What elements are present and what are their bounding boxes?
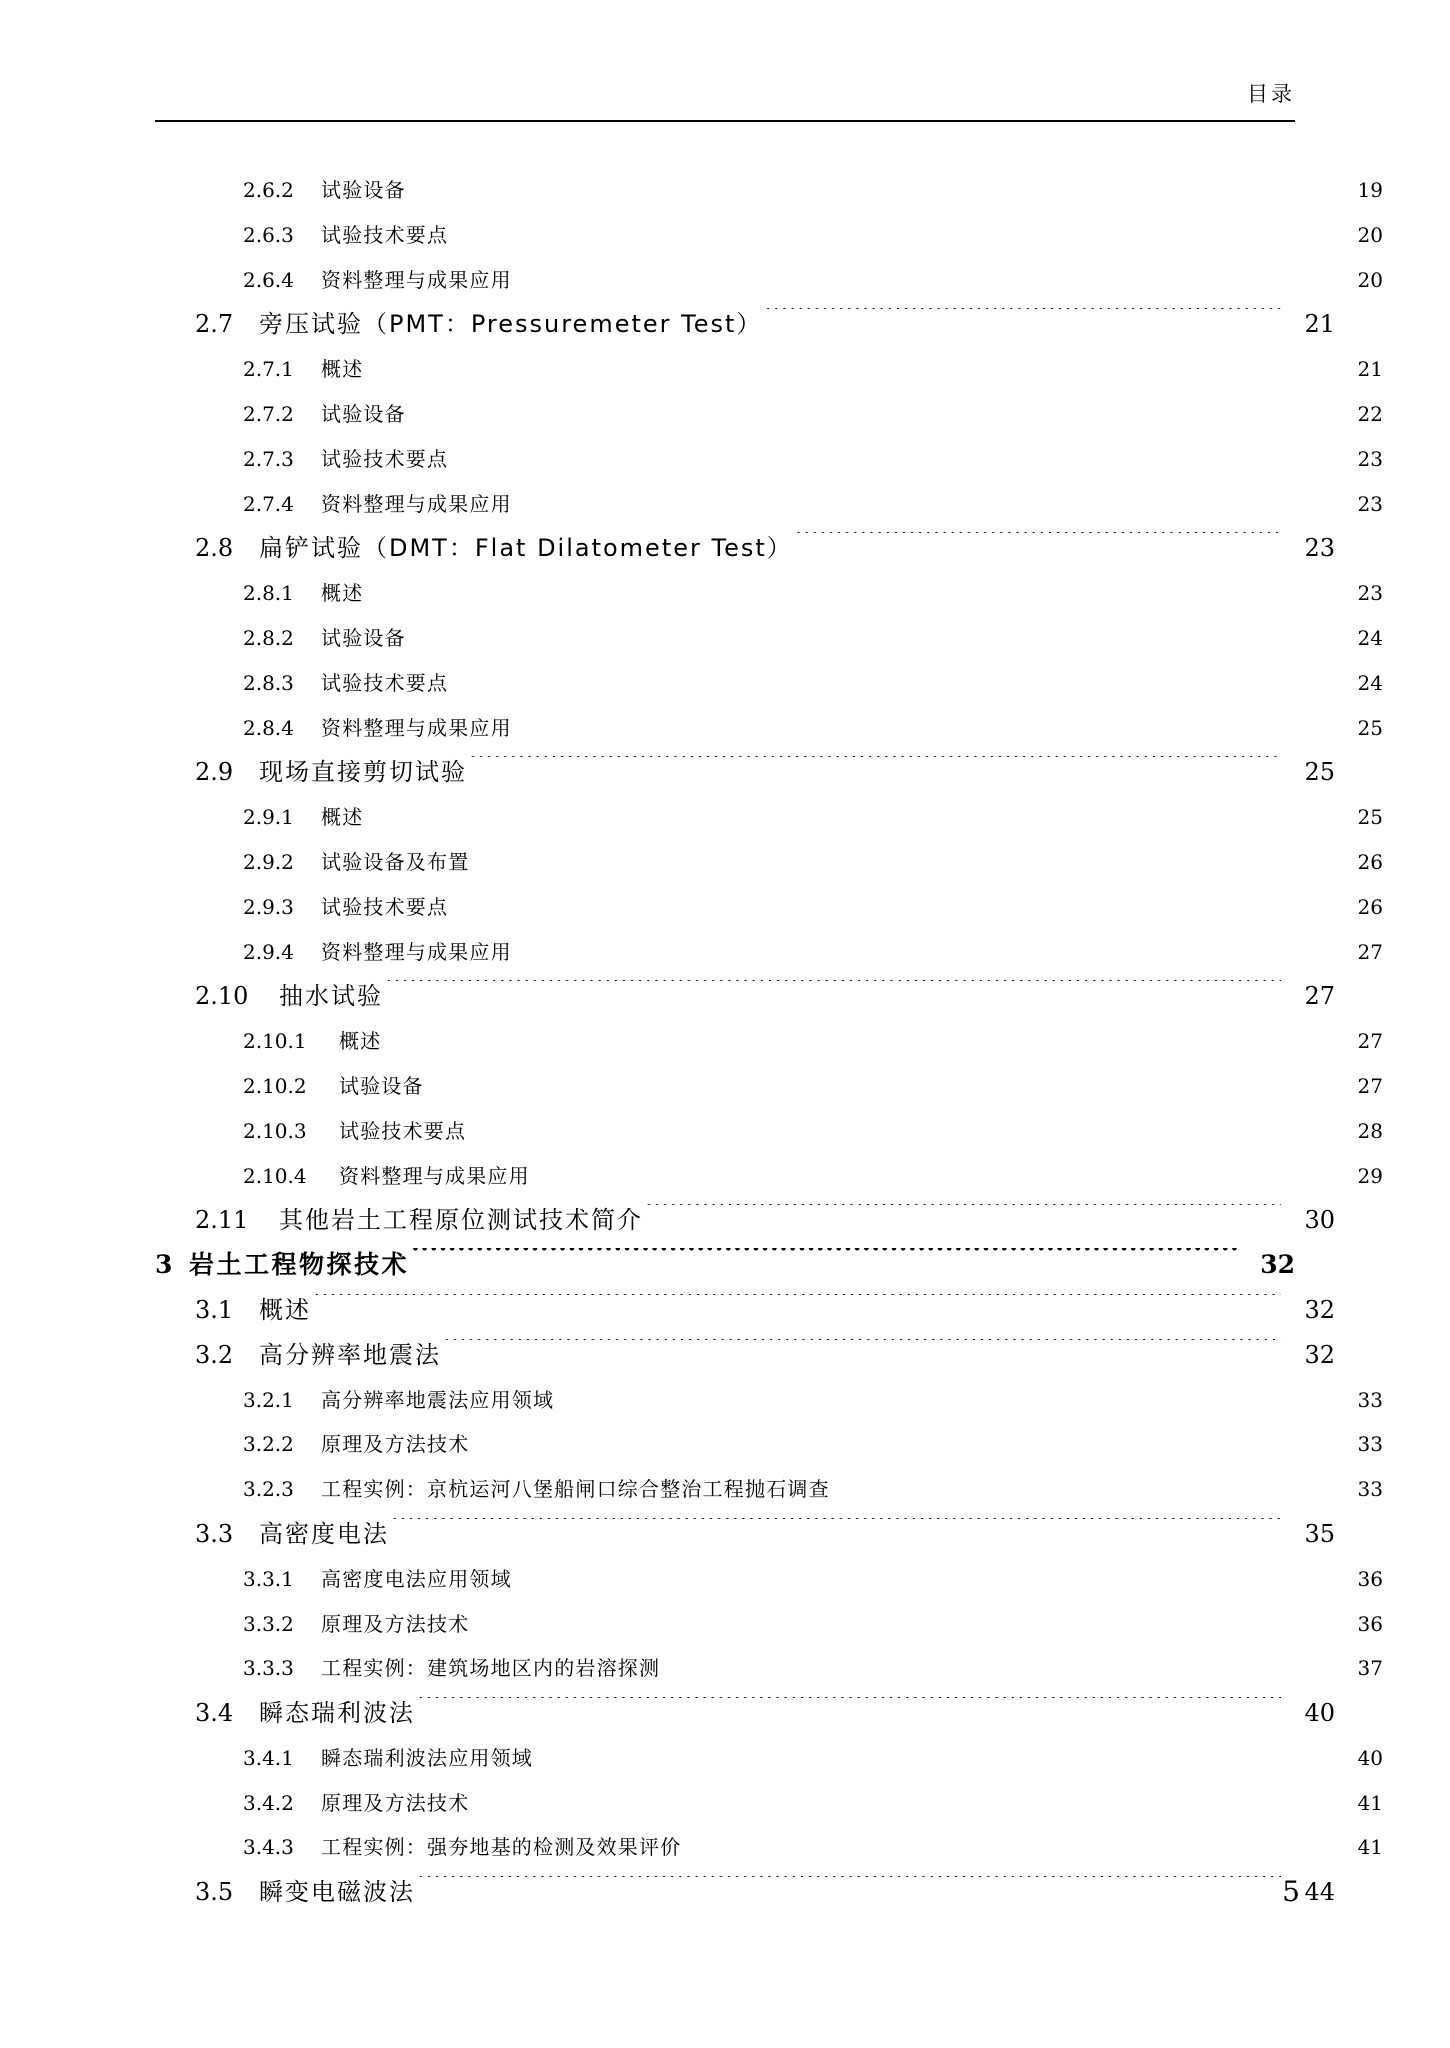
toc-entry-title: 旁压试验（PMT：Pressuremeter Test） [259, 310, 763, 339]
toc-entry[interactable] [155, 1064, 1383, 1109]
toc-entry-number: 3.2.1 [243, 1387, 294, 1412]
toc-dot-leader [313, 1294, 1281, 1318]
toc-dot-leader [535, 1745, 1329, 1765]
toc-entry[interactable] [155, 1378, 1383, 1423]
toc-entry-number: 3.2.2 [243, 1432, 294, 1457]
toc-entry-title: 瞬变电磁波法 [259, 1878, 415, 1907]
toc-dot-leader [426, 1073, 1329, 1093]
toc-entry-number: 2.8.2 [243, 625, 294, 650]
toc-entry[interactable] [155, 571, 1383, 616]
toc-entry[interactable] [155, 302, 1335, 347]
toc-entry-number: 2.7.4 [243, 491, 294, 516]
toc-entry[interactable] [155, 392, 1383, 437]
toc-entry-title: 现场直接剪切试验 [259, 758, 467, 787]
toc-entry-title: 试验设备 [321, 625, 406, 650]
toc-entry-number: 2.9.1 [243, 805, 294, 830]
toc-dot-leader [662, 1655, 1329, 1675]
toc-entry[interactable] [155, 1736, 1383, 1781]
toc-entry-number: 2.6.4 [243, 267, 294, 292]
toc-entry-page: 33 [1357, 1387, 1383, 1412]
toc-entry-page: 23 [1304, 534, 1335, 563]
toc-dot-leader [471, 1790, 1329, 1810]
toc-entry-title: 试验技术要点 [321, 894, 449, 919]
toc-dot-leader [468, 1118, 1329, 1138]
toc-dot-leader [443, 1339, 1281, 1363]
toc-dot-leader [764, 308, 1281, 332]
toc-entry-title: 试验技术要点 [339, 1118, 467, 1143]
toc-entry-page: 21 [1357, 357, 1383, 382]
toc-entry-number: 2.10.4 [243, 1163, 307, 1188]
toc-dot-leader [385, 980, 1281, 1004]
toc-dot-leader [417, 1697, 1281, 1721]
toc-entry-page: 36 [1357, 1566, 1383, 1591]
toc-entry-title: 岩土工程物探技术 [189, 1250, 410, 1280]
toc-dot-leader [450, 222, 1329, 242]
toc-entry[interactable] [155, 1198, 1335, 1243]
toc-entry-page: 20 [1357, 267, 1383, 292]
toc-entry[interactable] [155, 974, 1335, 1019]
toc-dot-leader [832, 1476, 1329, 1496]
toc-entry[interactable] [155, 213, 1383, 258]
toc-dot-leader [383, 1028, 1329, 1048]
toc-entry-number: 2.7.2 [243, 401, 294, 426]
toc-entry-title: 工程实例：强夯地基的检测及效果评价 [321, 1835, 682, 1860]
toc-entry[interactable] [155, 750, 1335, 795]
toc-dot-leader [683, 1834, 1329, 1854]
toc-entry-title: 试验技术要点 [321, 446, 449, 471]
toc-entry[interactable] [155, 258, 1383, 303]
toc-dot-leader [471, 1611, 1329, 1631]
toc-entry-title: 工程实例：建筑场地区内的岩溶探测 [321, 1656, 661, 1681]
toc-dot-leader [391, 1518, 1281, 1542]
toc-entry-title: 原理及方法技术 [321, 1790, 470, 1815]
toc-entry-number: 2.6.3 [243, 222, 294, 247]
toc-entry-number: 2.11 [195, 1206, 249, 1235]
toc-entry-number: 2.7 [195, 310, 234, 339]
toc-entry[interactable] [155, 1557, 1383, 1602]
toc-entry-title: 试验设备 [321, 178, 406, 202]
toc-entry[interactable] [155, 347, 1383, 392]
toc-entry-page: 37 [1357, 1656, 1383, 1681]
toc-entry-page: 32 [1260, 1250, 1295, 1280]
toc-entry-number: 2.8.3 [243, 670, 294, 695]
toc-entry-title: 资料整理与成果应用 [321, 939, 512, 964]
toc-entry-number: 3.3 [195, 1519, 234, 1548]
toc-entry-number: 3 [155, 1250, 173, 1280]
toc-entry-number: 3.4 [195, 1699, 234, 1728]
toc-dot-leader [408, 401, 1329, 421]
toc-entry-title: 概述 [321, 805, 364, 830]
toc-entry-page: 27 [1304, 982, 1335, 1011]
toc-list [155, 168, 1383, 1915]
toc-entry-title: 资料整理与成果应用 [321, 715, 512, 740]
toc-dot-leader [471, 849, 1329, 869]
toc-entry-page: 41 [1357, 1790, 1383, 1815]
toc-entry-number: 3.5 [195, 1878, 234, 1907]
toc-entry-page: 27 [1357, 939, 1383, 964]
toc-entry[interactable] [155, 795, 1383, 840]
toc-dot-leader [411, 1248, 1241, 1273]
toc-entry-number: 2.6.2 [243, 178, 294, 202]
toc-dot-leader [514, 715, 1329, 735]
toc-entry-number: 2.9.3 [243, 894, 294, 919]
toc-entry-title: 概述 [339, 1029, 382, 1054]
toc-entry[interactable] [155, 661, 1383, 706]
toc-dot-leader [645, 1204, 1281, 1228]
toc-entry-number: 2.10 [195, 982, 249, 1011]
toc-entry-page: 28 [1357, 1118, 1383, 1143]
toc-dot-leader [514, 267, 1329, 287]
toc-entry[interactable] [155, 1019, 1383, 1064]
toc-dot-leader [365, 580, 1329, 600]
toc-entry[interactable] [155, 168, 1383, 213]
toc-entry-number: 2.9.4 [243, 939, 294, 964]
toc-entry[interactable] [155, 482, 1383, 527]
toc-entry-page: 23 [1357, 581, 1383, 606]
toc-entry[interactable] [155, 1467, 1383, 1512]
toc-entry-page: 32 [1304, 1295, 1335, 1324]
toc-entry-title: 其他岩土工程原位测试技术简介 [279, 1206, 643, 1235]
toc-entry-title: 概述 [321, 581, 364, 606]
toc-entry-page: 44 [1304, 1878, 1335, 1907]
toc-entry-number: 3.4.1 [243, 1745, 294, 1770]
toc-entry-title: 资料整理与成果应用 [339, 1163, 530, 1188]
page-folio: 5 [1282, 1875, 1300, 1908]
toc-entry-page: 19 [1357, 178, 1383, 202]
toc-entry[interactable] [155, 1109, 1383, 1154]
toc-entry-page: 21 [1304, 310, 1335, 339]
toc-dot-leader [556, 1387, 1329, 1407]
toc-entry[interactable] [155, 1870, 1335, 1915]
toc-dot-leader [450, 670, 1329, 690]
toc-entry-title: 试验技术要点 [321, 670, 449, 695]
toc-entry-page: 29 [1357, 1163, 1383, 1188]
toc-entry-title: 高分辨率地震法 [259, 1340, 441, 1369]
toc-entry-title: 试验技术要点 [321, 222, 449, 247]
toc-entry-page: 30 [1304, 1206, 1335, 1235]
toc-entry-title: 瞬态瑞利波法 [259, 1699, 415, 1728]
toc-entry-title: 原理及方法技术 [321, 1611, 470, 1636]
toc-entry-page: 33 [1357, 1432, 1383, 1457]
toc-entry-page: 20 [1357, 222, 1383, 247]
header-rule [155, 120, 1295, 122]
toc-entry-page: 33 [1357, 1477, 1383, 1502]
toc-dot-leader [514, 1566, 1329, 1586]
toc-entry-number: 2.7.1 [243, 357, 294, 382]
toc-entry-number: 2.10.2 [243, 1073, 307, 1098]
toc-dot-leader [514, 939, 1329, 959]
toc-dot-leader [408, 625, 1329, 645]
toc-entry-number: 2.9.2 [243, 849, 294, 874]
running-header [155, 78, 1295, 122]
toc-entry[interactable] [155, 1422, 1383, 1467]
toc-entry-number: 3.2 [195, 1340, 234, 1369]
toc-dot-leader [365, 356, 1329, 376]
toc-entry-title: 资料整理与成果应用 [321, 267, 512, 292]
toc-dot-leader [417, 1876, 1281, 1900]
toc-entry[interactable] [155, 706, 1383, 751]
toc-entry-title: 高密度电法 [259, 1519, 389, 1548]
toc-entry-page: 27 [1357, 1029, 1383, 1054]
toc-entry[interactable] [155, 1781, 1383, 1826]
toc-entry[interactable] [155, 930, 1383, 975]
toc-entry-number: 2.8.1 [243, 581, 294, 606]
toc-entry-page: 24 [1357, 670, 1383, 695]
toc-entry-number: 3.2.3 [243, 1477, 294, 1502]
toc-entry-page: 25 [1357, 715, 1383, 740]
toc-entry[interactable] [155, 1646, 1383, 1691]
toc-dot-leader [795, 532, 1281, 556]
toc-entry-title: 高密度电法应用领域 [321, 1566, 512, 1591]
toc-entry-number: 3.3.3 [243, 1656, 294, 1681]
toc-entry-title: 瞬态瑞利波法应用领域 [321, 1745, 533, 1770]
toc-entry-number: 3.1 [195, 1295, 234, 1324]
toc-entry[interactable] [155, 840, 1383, 885]
toc-entry[interactable] [155, 1602, 1383, 1647]
toc-entry-number: 2.10.3 [243, 1118, 307, 1143]
toc-entry-title: 概述 [259, 1295, 311, 1324]
toc-entry-page: 26 [1357, 849, 1383, 874]
toc-entry-number: 2.8.4 [243, 715, 294, 740]
toc-entry-title: 试验设备 [321, 401, 406, 426]
toc-dot-leader [469, 756, 1281, 780]
toc-entry[interactable] [155, 437, 1383, 482]
toc-entry[interactable] [155, 1243, 1295, 1288]
toc-dot-leader [365, 804, 1329, 824]
toc-entry-page: 36 [1357, 1611, 1383, 1636]
toc-dot-leader [514, 491, 1329, 511]
toc-entry-number: 2.7.3 [243, 446, 294, 471]
toc-entry[interactable] [155, 1512, 1335, 1557]
toc-entry-page: 32 [1304, 1340, 1335, 1369]
toc-entry[interactable] [155, 885, 1383, 930]
toc-entry-page: 23 [1357, 446, 1383, 471]
toc-entry[interactable] [155, 1825, 1383, 1870]
toc-entry-number: 3.4.2 [243, 1790, 294, 1815]
toc-dot-leader [408, 177, 1329, 197]
toc-entry-number: 3.3.2 [243, 1611, 294, 1636]
toc-entry-page: 26 [1357, 894, 1383, 919]
toc-entry-number: 3.3.1 [243, 1566, 294, 1591]
toc-dot-leader [450, 894, 1329, 914]
toc-entry-title: 高分辨率地震法应用领域 [321, 1387, 555, 1412]
toc-entry-page: 41 [1357, 1835, 1383, 1860]
toc-entry-title: 原理及方法技术 [321, 1432, 470, 1457]
toc-dot-leader [471, 1431, 1329, 1451]
toc-entry[interactable] [155, 526, 1335, 571]
toc-entry-page: 40 [1357, 1745, 1383, 1770]
toc-entry[interactable] [155, 616, 1383, 661]
toc-entry-page: 35 [1304, 1519, 1335, 1548]
toc-entry-title: 抽水试验 [279, 982, 383, 1011]
toc-entry-title: 概述 [321, 357, 364, 382]
toc-entry-title: 试验设备 [339, 1073, 424, 1098]
toc-entry-page: 25 [1304, 758, 1335, 787]
toc-entry-title: 试验设备及布置 [321, 849, 470, 874]
header-title: 目录 [1247, 82, 1295, 106]
toc-entry-page: 25 [1357, 805, 1383, 830]
toc-entry-number: 2.9 [195, 758, 234, 787]
toc-entry-number: 3.4.3 [243, 1835, 294, 1860]
toc-entry[interactable] [155, 1288, 1335, 1333]
toc-entry[interactable] [155, 1333, 1335, 1378]
toc-entry-title: 扁铲试验（DMT：Flat Dilatometer Test） [259, 534, 793, 563]
toc-entry-title: 资料整理与成果应用 [321, 491, 512, 516]
toc-entry-number: 2.10.1 [243, 1029, 307, 1054]
toc-entry[interactable] [155, 1154, 1383, 1199]
toc-dot-leader [450, 446, 1329, 466]
toc-entry-page: 22 [1357, 401, 1383, 426]
toc-entry[interactable] [155, 1691, 1335, 1736]
toc-entry-page: 24 [1357, 625, 1383, 650]
toc-entry-page: 40 [1304, 1699, 1335, 1728]
toc-entry-title: 工程实例：京杭运河八堡船闸口综合整治工程抛石调查 [321, 1477, 830, 1502]
toc-entry-number: 2.8 [195, 534, 234, 563]
toc-dot-leader [532, 1163, 1329, 1183]
toc-entry-page: 23 [1357, 491, 1383, 516]
toc-entry-page: 27 [1357, 1073, 1383, 1098]
